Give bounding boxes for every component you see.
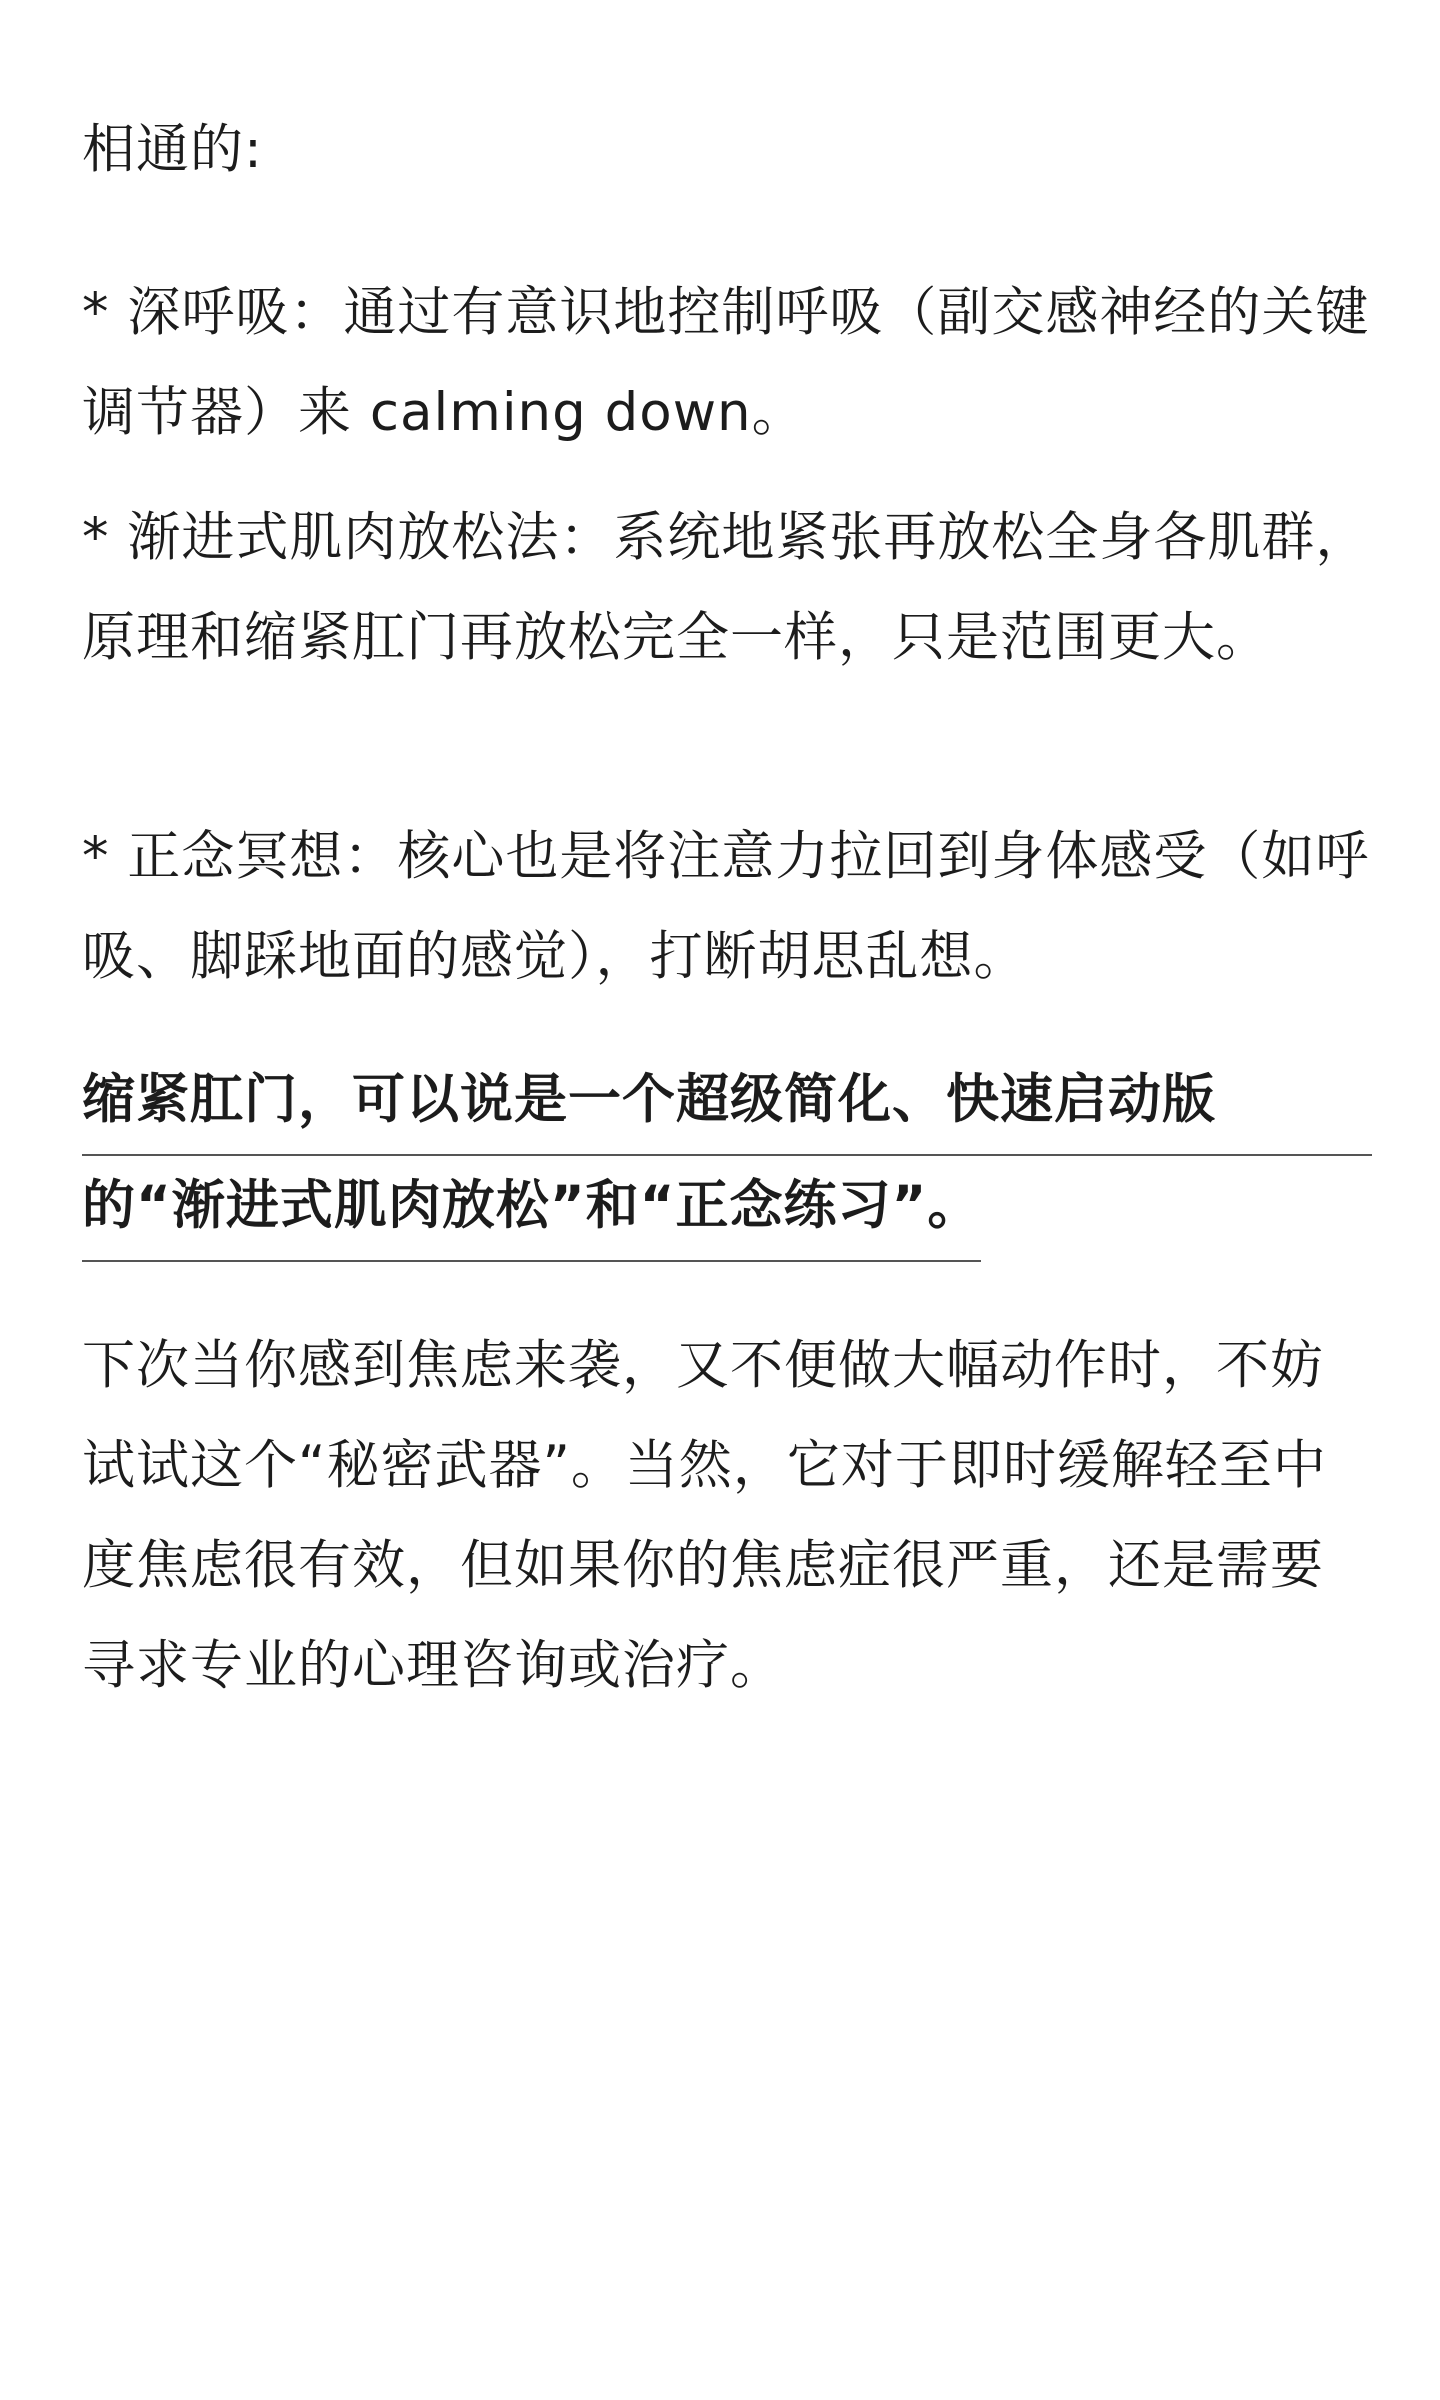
- intro-text: 相通的:: [82, 119, 263, 180]
- closing-paragraph: 下次当你感到焦虑来袭，又不便做大幅动作时，不妨试试这个“秘密武器”。当然，它对于即时缓解轻至中度焦虑很有效，但如果你的焦虑症很严重，还是需要寻求专业的心理咨询或治疗。: [82, 1335, 1327, 1696]
- highlight-line-2-text: 的“渐进式肌肉放松”和“正念练习”。: [82, 1156, 981, 1262]
- highlight-summary: [82, 1050, 1372, 1262]
- bullet-progressive-muscle-relaxation: * 渐进式肌肉放松法：系统地紧张再放松全身各肌群，原理和缩紧肛门再放松完全一样，只是范围更大。: [82, 507, 1370, 668]
- highlight-line-1-text: 缩紧肛门，可以说是一个超级简化、快速启动版: [82, 1050, 1372, 1156]
- highlight-line-1: [82, 1050, 1372, 1156]
- bullet-deep-breathing: * 深呼吸：通过有意识地控制呼吸（副交感神经的关键调节器）来 calming down。: [82, 282, 1370, 443]
- highlight-line-2: [82, 1156, 1372, 1262]
- bullet-mindfulness-meditation: * 正念冥想：核心也是将注意力拉回到身体感受（如呼吸、脚踩地面的感觉），打断胡思乱想。: [82, 826, 1370, 987]
